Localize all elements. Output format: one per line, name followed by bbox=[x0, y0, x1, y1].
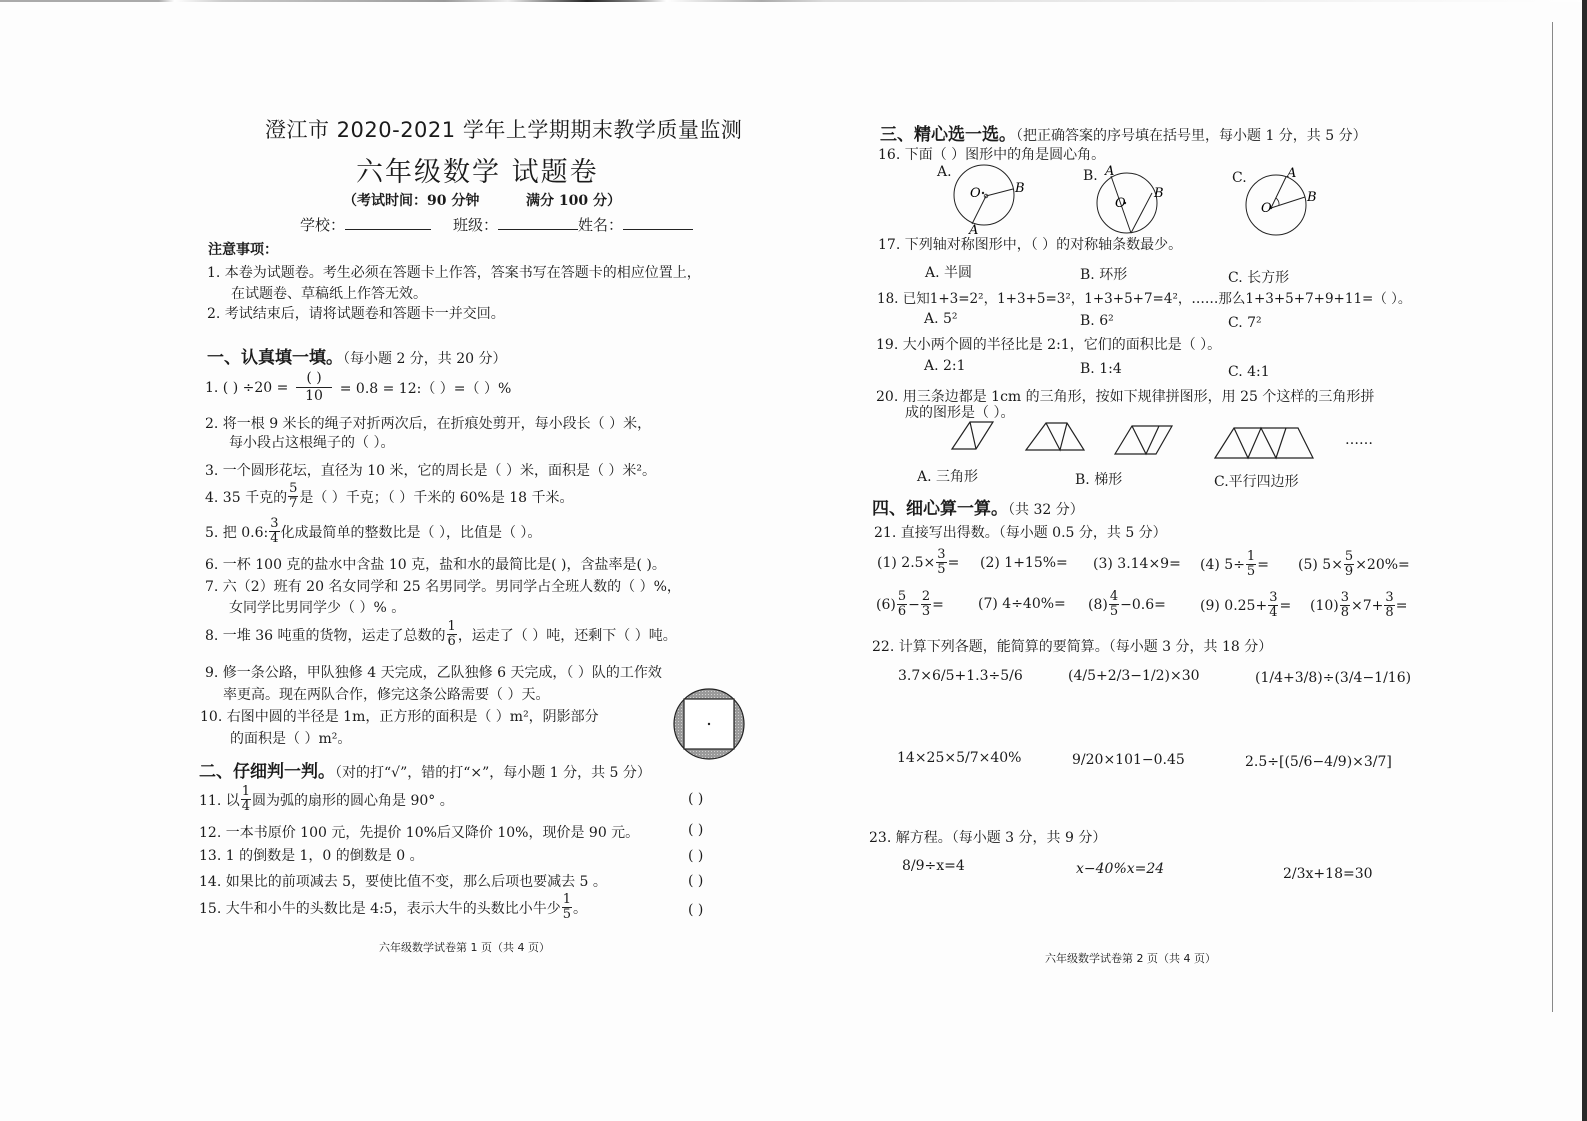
question-11: 11. 以 $\frac{1}{4}$ 圆为弧的扇形的圆心角是 90° 。 bbox=[199, 784, 454, 814]
point-o: O bbox=[970, 186, 981, 201]
question-10: 10. 右图中圆的半径是 1m，正方形的面积是（ ）m²，阴影部分 bbox=[200, 709, 599, 725]
q20-option-b: B. 梯形 bbox=[1075, 472, 1123, 488]
section-1-title: 一、认真填一填。 bbox=[207, 348, 343, 368]
q16-figure-a bbox=[952, 162, 1032, 242]
point-o: O bbox=[1115, 196, 1126, 211]
question-15: 15. 大牛和小牛的头数比是 4:5，表示大牛的头数比小牛少 $\frac{1}{5}$ 。 bbox=[199, 892, 587, 922]
question-18: 18. 已知1+3=2²，1+3+5=3²，1+3+5+7=4²，……那么1+3+5+7+9+11=（ ）。 bbox=[877, 291, 1412, 307]
point-a: A bbox=[1287, 166, 1297, 181]
answer-q13[interactable]: ( ) bbox=[688, 848, 704, 864]
question-8: 8. 一堆 36 吨重的货物，运走了总数的 $\frac{1}{6}$ ，运走了（ ）吨，还剩下（ ）吨。 bbox=[205, 619, 677, 649]
question-20: 20. 用三条边都是 1cm 的三角形，按如下规律拼图形，用 25 个这样的三角形拼 bbox=[876, 389, 1375, 405]
class-field[interactable] bbox=[453, 214, 578, 235]
answer-q12[interactable]: ( ) bbox=[688, 822, 704, 838]
q21-item-3: (3) 3.14×9= bbox=[1093, 556, 1181, 572]
q22-item-3: (1/4+3/8)÷(3/4−1/16) bbox=[1255, 670, 1412, 686]
question-9-cont: 率更高。现在两队合作，修完这条公路需要（ ）天。 bbox=[223, 687, 550, 703]
section-3-heading bbox=[880, 120, 1367, 145]
q17-option-b: B. 环形 bbox=[1080, 267, 1128, 283]
q16-option-c-label: C. bbox=[1232, 170, 1247, 186]
question-6: 6. 一杯 100 克的盐水中含盐 10 克，盐和水的最简比是( )，含盐率是( )。 bbox=[205, 557, 666, 573]
q22-item-4: 14×25×5/7×40% bbox=[897, 750, 1022, 766]
question-3: 3. 一个圆形花坛，直径为 10 米，它的周长是（ ）米，面积是（ ）米²。 bbox=[205, 463, 657, 479]
section-2-title: 二、仔细判一判。 bbox=[199, 762, 335, 782]
section-4-title: 四、细心算一算。 bbox=[872, 499, 1008, 519]
triangle-pattern-figures bbox=[950, 420, 1350, 465]
q8-fraction: $\frac{1}{6}$ bbox=[447, 619, 456, 649]
q21-item-1: (1) 2.5× $\frac{3}{5}$ = bbox=[877, 547, 960, 577]
point-b: B bbox=[1015, 181, 1025, 196]
class-blank[interactable] bbox=[498, 229, 578, 230]
answer-q15[interactable]: ( ) bbox=[688, 902, 704, 918]
q17-option-c: C. 长方形 bbox=[1228, 270, 1290, 286]
q5-fraction: $\frac{3}{4}$ bbox=[270, 516, 279, 546]
question-17: 17. 下列轴对称图形中，（ ）的对称轴条数最少。 bbox=[878, 237, 1183, 253]
circle-square-figure bbox=[672, 688, 746, 760]
answer-q14[interactable]: ( ) bbox=[688, 873, 704, 889]
q23-item-1: 8/9÷x=4 bbox=[902, 858, 965, 874]
q16-figure-b bbox=[1097, 165, 1177, 245]
question-5: 5. 把 0.6: $\frac{3}{4}$ 化成最简单的整数比是（ ），比值是（ ）。 bbox=[205, 516, 542, 546]
scan-fold-line bbox=[1552, 22, 1553, 1012]
section-4-heading bbox=[872, 494, 1084, 519]
section-2-heading bbox=[199, 757, 651, 782]
question-7: 7. 六（2）班有 20 名女同学和 25 名男同学。男同学占全班人数的（ ）%， bbox=[205, 579, 681, 595]
q23-item-3: 2/3x+18=30 bbox=[1283, 866, 1373, 882]
q18-option-b: B. 6² bbox=[1080, 313, 1114, 329]
q21-item-4: (4) 5÷ $\frac{1}{5}$ = bbox=[1200, 549, 1269, 579]
q19-option-b: B. 1:4 bbox=[1080, 361, 1122, 377]
q21-item-5: (5) 5× $\frac{5}{9}$ ×20%= bbox=[1298, 549, 1410, 579]
point-a: A bbox=[1105, 164, 1115, 179]
name-field[interactable] bbox=[578, 214, 693, 235]
q16-figure-c bbox=[1245, 168, 1325, 248]
name-blank[interactable] bbox=[623, 229, 693, 230]
q22-item-1: 3.7×6/5+1.3÷5/6 bbox=[898, 668, 1023, 684]
question-16: 16. 下面（ ）图形中的角是圆心角。 bbox=[878, 147, 1106, 163]
note-2: 2. 考试结束后，请将试题卷和答题卡一并交回。 bbox=[207, 306, 505, 322]
question-12: 12. 一本书原价 100 元，先提价 10%后又降价 10%，现价是 90 元。 bbox=[199, 825, 640, 841]
point-b: B bbox=[1154, 186, 1164, 201]
page-2-footer: 六年级数学试卷第 2 页（共 4 页） bbox=[1045, 952, 1216, 965]
question-13: 13. 1 的倒数是 1，0 的倒数是 0 。 bbox=[199, 848, 424, 864]
q21-item-2: (2) 1+15%= bbox=[980, 555, 1068, 571]
q21-item-7: (7) 4÷40%= bbox=[978, 596, 1066, 612]
point-o: O bbox=[1261, 201, 1272, 216]
note-1-cont: 在试题卷、草稿纸上作答无效。 bbox=[231, 286, 427, 302]
name-label: 姓名： bbox=[578, 216, 624, 234]
q15-fraction: $\frac{1}{5}$ bbox=[562, 892, 571, 922]
q16-option-a-label: A. bbox=[937, 164, 952, 180]
section-1-note: （每小题 2 分，共 20 分） bbox=[343, 351, 507, 367]
point-a: A bbox=[969, 223, 979, 238]
question-1 bbox=[205, 370, 511, 405]
question-21: 21. 直接写出得数。（每小题 0.5 分，共 5 分） bbox=[874, 525, 1167, 541]
point-b: B bbox=[1307, 190, 1317, 205]
q22-item-5: 9/20×101−0.45 bbox=[1072, 752, 1185, 768]
question-14: 14. 如果比的前项减去 5，要使比值不变，那么后项也要减去 5 。 bbox=[199, 874, 607, 890]
q4-fraction: $\frac{5}{7}$ bbox=[289, 481, 298, 511]
question-2: 2. 将一根 9 米长的绳子对折两次后，在折痕处剪开，每小段长（ ）米， bbox=[205, 416, 652, 432]
q18-option-a: A. 5² bbox=[924, 311, 958, 327]
q16-option-b-label: B. bbox=[1083, 168, 1098, 184]
q21-item-6: (6) $\frac{5}{6}$ − $\frac{2}{3}$ = bbox=[876, 589, 944, 619]
q22-item-6: 2.5÷[(5/6−4/9)×3/7] bbox=[1245, 754, 1392, 770]
q21-item-8: (8) $\frac{4}{5}$ −0.6= bbox=[1088, 589, 1166, 619]
question-2-cont: 每小段占这根绳子的（ ）。 bbox=[229, 435, 395, 451]
q17-option-a: A. 半圆 bbox=[925, 265, 973, 281]
section-3-title: 三、精心选一选。 bbox=[880, 125, 1016, 145]
class-label: 班级： bbox=[453, 216, 499, 234]
q1-fraction: $\frac{( )}{10}$ bbox=[296, 370, 331, 405]
section-3-note: （把正确答案的序号填在括号里，每小题 1 分，共 5 分） bbox=[1016, 128, 1367, 144]
scan-edge-right bbox=[1582, 0, 1587, 1121]
q22-item-2: (4/5+2/3−1/2)×30 bbox=[1068, 668, 1200, 684]
section-1-heading bbox=[207, 343, 507, 368]
scan-edge-top bbox=[0, 0, 1587, 2]
note-1: 1. 本卷为试题卷。考生必须在答题卡上作答，答案书写在答题卡的相应位置上， bbox=[207, 265, 701, 281]
question-19: 19. 大小两个圆的半径比是 2:1，它们的面积比是（ ）。 bbox=[876, 337, 1222, 353]
q19-option-a: A. 2:1 bbox=[924, 358, 966, 374]
q21-item-9: (9) 0.25+ $\frac{3}{4}$ = bbox=[1200, 590, 1292, 620]
question-4: 4. 35 千克的 $\frac{5}{7}$ 是（ ）千克；（ ）千米的 60%是 18 千米。 bbox=[205, 481, 574, 511]
notes-heading: 注意事项： bbox=[208, 242, 278, 258]
question-23: 23. 解方程。（每小题 3 分，共 9 分） bbox=[869, 830, 1107, 846]
exam-time: （考试时间：90 分钟 bbox=[343, 193, 480, 209]
q11-fraction: $\frac{1}{4}$ bbox=[241, 784, 250, 814]
q23-item-2: x−40%x=24 bbox=[1076, 861, 1165, 877]
school-label: 学校： bbox=[300, 216, 346, 234]
q18-option-c: C. 7² bbox=[1228, 315, 1262, 331]
q1-post: = 0.8 = 12:（ ）=（ ）% bbox=[339, 380, 512, 397]
q21-item-10: (10) $\frac{3}{8}$ ×7+ $\frac{3}{8}$ = bbox=[1310, 590, 1408, 620]
question-9: 9. 修一条公路，甲队独修 4 天完成，乙队独修 6 天完成，（ ）队的工作效 bbox=[205, 665, 662, 681]
question-20-cont: 成的图形是（ ）。 bbox=[905, 405, 1015, 421]
q19-option-c: C. 4:1 bbox=[1228, 364, 1270, 380]
exam-title: 澄江市 2020-2021 学年上学期期末教学质量监测 bbox=[265, 118, 743, 142]
exam-subtitle: 六年级数学 试题卷 bbox=[356, 157, 599, 188]
q20-ellipsis: …… bbox=[1345, 432, 1373, 448]
page-1-footer: 六年级数学试卷第 1 页（共 4 页） bbox=[379, 941, 550, 954]
q1-pre: 1. ( ) ÷20 = bbox=[205, 379, 289, 396]
answer-q11[interactable]: ( ) bbox=[688, 791, 704, 807]
q20-option-c: C.平行四边形 bbox=[1214, 474, 1299, 490]
school-blank[interactable] bbox=[345, 229, 431, 230]
exam-score: 满分 100 分） bbox=[526, 193, 621, 209]
question-22: 22. 计算下列各题，能简算的要简算。（每小题 3 分，共 18 分） bbox=[872, 639, 1273, 655]
school-field[interactable] bbox=[300, 214, 431, 235]
question-7-cont: 女同学比男同学少（ ）% 。 bbox=[229, 600, 406, 616]
section-2-note: （对的打“√”，错的打“×”，每小题 1 分，共 5 分） bbox=[335, 765, 651, 781]
question-10-cont: 的面积是（ ）m²。 bbox=[230, 731, 352, 747]
section-4-note: （共 32 分） bbox=[1008, 502, 1084, 518]
q20-option-a: A. 三角形 bbox=[917, 469, 979, 485]
